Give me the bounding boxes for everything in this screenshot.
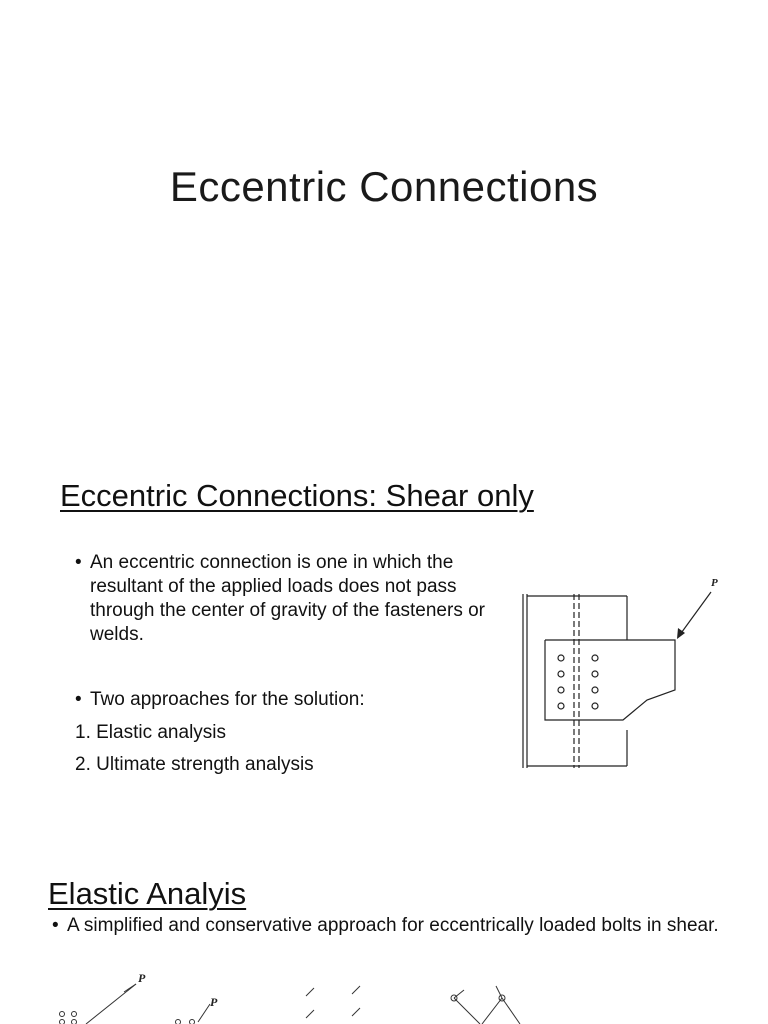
slide-heading: Eccentric Connections: Shear only (60, 478, 534, 513)
list-item-elastic: 1. Elastic analysis (75, 722, 227, 743)
load-label: P (210, 995, 218, 1009)
bolt (592, 703, 598, 709)
bolt (558, 655, 564, 661)
force-arrow (306, 988, 314, 996)
load-line (198, 1004, 210, 1022)
bolt (592, 655, 598, 661)
load-label: P (138, 971, 146, 985)
bolt (60, 1012, 65, 1017)
bullet-simplified (52, 914, 727, 938)
bolt (60, 1020, 65, 1024)
elastic-analysis-slide (0, 860, 768, 1024)
load-label: P (711, 577, 718, 589)
force-arrow (352, 986, 360, 994)
bolt (176, 1020, 181, 1024)
load-arrow (679, 592, 711, 636)
load-line (86, 984, 136, 1024)
force-arrow (352, 1008, 360, 1016)
slide-heading: Elastic Analyis (48, 876, 247, 911)
bullet-text: A simplified and conservative approach for eccentrically loaded bolts in shear. (67, 915, 719, 936)
force-arrow (454, 990, 464, 998)
bolt (558, 687, 564, 693)
arrow-head (124, 984, 136, 992)
bolt (72, 1020, 77, 1024)
bolt (72, 1012, 77, 1017)
bolt (190, 1020, 195, 1024)
force-arrow (306, 1010, 314, 1018)
bolt (558, 671, 564, 677)
bolt (592, 687, 598, 693)
shear-only-slide (0, 460, 768, 860)
title-slide (0, 0, 768, 460)
bolt-force-figures (50, 964, 530, 1024)
bolt (592, 671, 598, 677)
force-line (482, 998, 502, 1024)
force-line (502, 998, 520, 1024)
bullet-icon: • (75, 689, 82, 710)
bullet-text: Two approaches for the solution: (90, 689, 365, 710)
list-item-ultimate: 2. Ultimate strength analysis (75, 754, 314, 775)
bullet-icon: • (75, 552, 82, 573)
bullet-definition (75, 551, 505, 647)
bracket-connection-figure (515, 570, 730, 775)
force-line (454, 998, 480, 1024)
bullet-text: An eccentric connection is one in which the resultant of the applied loads does not pass through the center of gravity of the fasteners or welds. (90, 552, 486, 645)
bullet-approaches (75, 688, 505, 712)
slide-title: Eccentric Connections (169, 163, 599, 210)
bolt (558, 703, 564, 709)
bullet-icon: • (52, 915, 59, 936)
bracket-plate (545, 640, 675, 720)
